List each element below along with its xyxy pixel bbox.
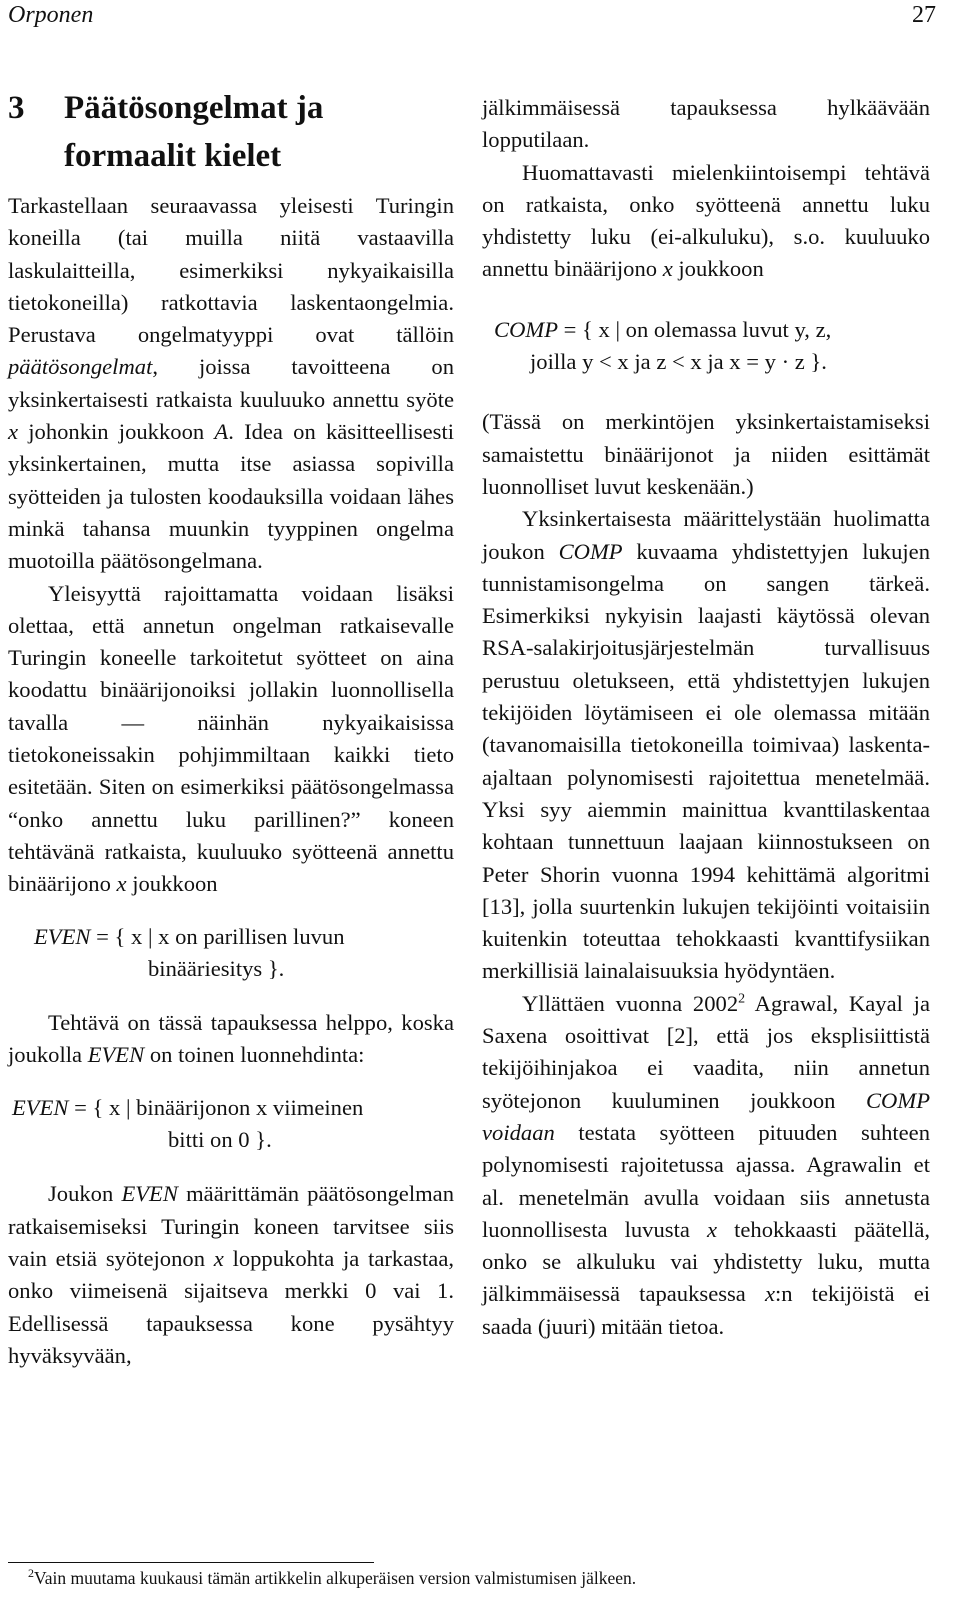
page-number: 27 bbox=[912, 2, 936, 28]
section-heading bbox=[8, 84, 454, 180]
paragraph: Tarkastellaan seuraavassa yleisesti Turingin koneilla (tai muilla niitä vastaavilla laskulaitteilla, esimerkiksi nykyaikaisilla tietokoneilla) ratkottavia laskentaongelmia. Perustava ongelmatyyppi ovat tällöin päätösongelmat, joissa tavoitteena on yksinkertaisesti ratkaista kuuluuko annettu syöte x johonkin joukkoon A. Idea on käsitteellisesti yksinkertainen, mutta itse asiassa sopivilla syötteiden ja tulosten koodauksilla voidaan lähes minkä tahansa muunkin tyyppinen ongelma muotoilla päätösongelmana. bbox=[8, 193, 454, 574]
paragraph: Yleisyyttä rajoittamatta voidaan lisäksi olettaa, että annetun ongelman ratkaisevalle Turingin koneelle tarkoitetut syötteet on aina koodattu binäärijonoiksi jollakin luonnollisella tavalla — näinhän nykyaikaisissa tietokoneissakin pohjimmiltaan kaikki tieto esitetään. Siten on esimerkiksi päätösongelmassa “onko annettu luku parillinen?” koneen tehtävänä ratkaista, kuuluuko syötteenä annettu binäärijono x joukkoon bbox=[8, 580, 454, 897]
page-header bbox=[8, 0, 936, 30]
running-head-author: Orponen bbox=[8, 2, 94, 28]
equation-even-2: EVEN = { x | binäärijonon x viimeinen bitti on 0 }. bbox=[12, 1094, 364, 1153]
footnote bbox=[28, 1566, 636, 1590]
left-column bbox=[8, 84, 454, 1372]
right-column bbox=[482, 92, 930, 1343]
paragraph: (Tässä on merkintöjen yksinkertaistamiseksi samaistettu binäärijonot ja niiden esittämät luonnolliset luvut keskenään.) bbox=[482, 409, 930, 499]
equation-even-1: EVEN = { x | x on parillisen luvun binääriesitys }. bbox=[34, 923, 345, 981]
paragraph: Joukon EVEN määrittämän päätösongelman ratkaisemiseksi Turingin koneen tarvitsee siis vain etsiä syötejonon x loppukohta ja tarkastaa, onko viimeisenä sijaitseva merkki 0 vai 1. Edellisessä tapauksessa kone pysähtyy hyväksyvään, bbox=[8, 1181, 454, 1368]
paragraph: Huomattavasti mielenkiintoisempi tehtävä on ratkaista, onko syötteenä annettu luku yhdistetty luku (ei-alkuluku), s.o. kuuluuko annettu binäärijono x joukkoon bbox=[482, 159, 930, 282]
footnote-rule bbox=[8, 1562, 374, 1563]
paragraph: Tehtävä on tässä tapauksessa helppo, koska joukolla EVEN on toinen luonnehdinta: bbox=[8, 1010, 454, 1068]
footnote-text: Vain muutama kuukausi tämän artikkelin alkuperäisen version valmistumisen jälkeen. bbox=[34, 1568, 637, 1588]
paragraph: Yksinkertaisesta määrittelystään huolimatta joukon COMP kuvaama yhdistettyjen lukujen tunnistamisongelma on sangen tärkeä. Esimerkiksi nykyisin laajasti käytössä olevan RSA-salakirjoitusjärjestelmän turvallisuus perustuu oletukseen, että yhdistettyjen lukujen tekijöiden löytämiseen ei ole olemassa mitään (tavanomaisilla tietokoneilla toimivaa) laskenta-ajaltaan polynomisesti rajoitettua menetelmää. Yksi syy aiemmin mainittua kvanttilaskentaa kohtaan tunnettuun laajaan kiinnostukseen on Peter Shorin vuonna 1994 kehittämä algoritmi [13], jolla suurtenkin lukujen tekijöinti voitaisiin kuitenkin toteuttaa tehokkaasti kvanttifysiikan merkillisiä lainalaisuuksia hyödyntäen. bbox=[482, 506, 930, 984]
equation-comp: COMP = { x | on olemassa luvut y, z, joilla y < x ja z < x ja x = y · z }. bbox=[494, 316, 832, 375]
paragraph: jälkimmäisessä tapauksessa hylkäävään lopputilaan. bbox=[482, 95, 930, 153]
section-title: Päätösongelmat ja formaalit kielet bbox=[64, 90, 324, 174]
section-number: 3 bbox=[8, 90, 25, 126]
paragraph: Yllättäen vuonna 2002$^2$ Agrawal, Kayal ja Saxena osoittivat [2], että jos eksplisiittistä tekijöihinjakoa ei vaadita, niin annetun syötejonon kuuluminen joukkoon COMP voidaan testata syötteen pituuden suhteen polynomisesti rajoitetussa ajassa. Agrawalin et al. menetelmän avulla voidaan siis annetusta luonnollisesta luvusta x tehokkaasti päätellä, onko se alkuluku vai yhdistetty luku, mutta jälkimmäisessä tapauksessa x:n tekijöistä ei saada (juuri) mitään tietoa. bbox=[482, 990, 930, 1339]
footnote-marker: 2 bbox=[738, 991, 746, 1007]
footnote-number: 2 bbox=[28, 1566, 34, 1581]
